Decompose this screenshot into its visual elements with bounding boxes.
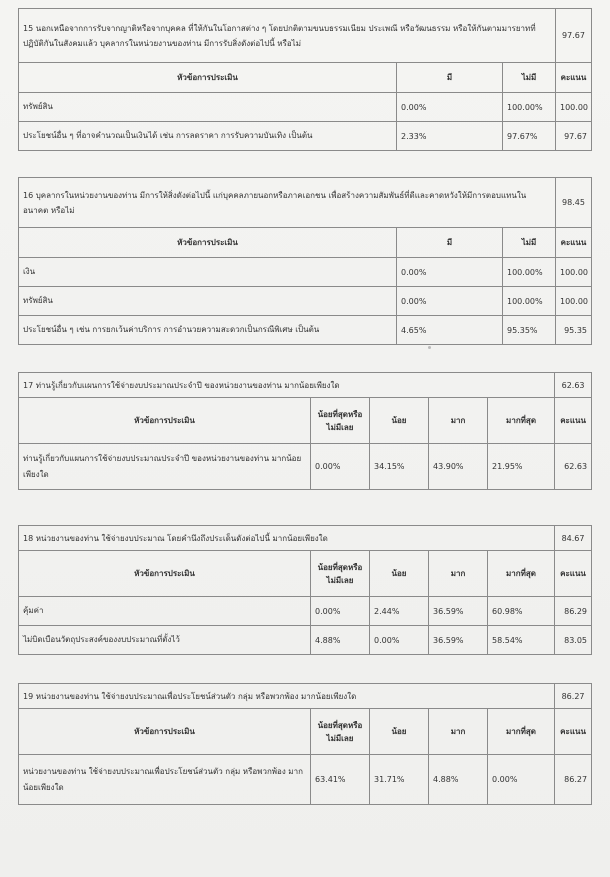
row-value-little: 34.15% xyxy=(370,444,429,490)
question-text: 19 หน่วยงานของท่าน ใช้จ่ายงบประมาณเพื่อประโยชน์ส่วนตัว กลุ่ม หรือพวกพ้อง มากน้อยเพียงใด xyxy=(19,684,555,709)
row-value-most: 58.54% xyxy=(488,626,555,655)
header-criteria: หัวข้อการประเมิน xyxy=(19,63,397,93)
row-value-no: 97.67% xyxy=(503,122,556,151)
question-text: 17 ท่านรู้เกี่ยวกับแผนการใช้จ่ายงบประมาณประจำปี ของหน่วยงานของท่าน มากน้อยเพียงใด xyxy=(19,373,555,398)
row-value-yes: 2.33% xyxy=(397,122,503,151)
row-score: 95.35 xyxy=(556,316,592,345)
row-label: ทรัพย์สิน xyxy=(19,93,397,122)
header-much: มาก xyxy=(429,709,488,755)
question-text: 18 หน่วยงานของท่าน ใช้จ่ายงบประมาณ โดยคำนึงถึงประเด็นดังต่อไปนี้ มากน้อยเพียงใด xyxy=(19,526,555,551)
row-value-least: 0.00% xyxy=(311,444,370,490)
question-score: 97.67 xyxy=(556,9,592,63)
row-label: คุ้มค่า xyxy=(19,597,311,626)
row-label: ประโยชน์อื่น ๆ ที่อาจคำนวณเป็นเงินได้ เช่น การลดราคา การรับความบันเทิง เป็นต้น xyxy=(19,122,397,151)
header-score: คะแนน xyxy=(556,63,592,93)
row-score: 100.00 xyxy=(556,93,592,122)
question-text: 15 นอกเหนือจากการรับจากญาติหรือจากบุคคล ที่ให้กันในโอกาสต่าง ๆ โดยปกติตามขนบธรรมเนียม ประเพณี หรือวัฒนธรรม หรือให้กันตามมารยาทที่ปฏิบัติกันในสังคมแล้ว บุคลากรในหน่วยงานของท่าน มีการรับสิ่งดังต่อไปนี้ หรือไม่ xyxy=(19,9,556,63)
header-score: คะแนน xyxy=(555,551,592,597)
row-value-no: 100.00% xyxy=(503,93,556,122)
row-value-little: 2.44% xyxy=(370,597,429,626)
header-score: คะแนน xyxy=(555,398,592,444)
row-score: 97.67 xyxy=(556,122,592,151)
row-value-yes: 0.00% xyxy=(397,258,503,287)
row-value-no: 100.00% xyxy=(503,258,556,287)
row-value-yes: 4.65% xyxy=(397,316,503,345)
question-score: 98.45 xyxy=(556,178,592,228)
header-criteria: หัวข้อการประเมิน xyxy=(19,551,311,597)
row-score: 100.00 xyxy=(556,287,592,316)
question-17-table xyxy=(18,372,592,490)
header-score: คะแนน xyxy=(556,228,592,258)
question-19-table xyxy=(18,683,592,805)
header-little: น้อย xyxy=(370,551,429,597)
row-value-most: 60.98% xyxy=(488,597,555,626)
row-label: ทรัพย์สิน xyxy=(19,287,397,316)
row-value-little: 31.71% xyxy=(370,755,429,805)
question-16-table xyxy=(18,177,592,345)
header-least: น้อยที่สุดหรือไม่มีเลย xyxy=(311,709,370,755)
row-value-yes: 0.00% xyxy=(397,287,503,316)
header-much: มาก xyxy=(429,398,488,444)
header-no: ไม่มี xyxy=(503,228,556,258)
header-yes: มี xyxy=(397,228,503,258)
page-speck xyxy=(428,346,431,349)
row-value-little: 0.00% xyxy=(370,626,429,655)
row-label: ไม่บิดเบือนวัตถุประสงค์ของงบประมาณที่ตั้งไว้ xyxy=(19,626,311,655)
row-value-much: 4.88% xyxy=(429,755,488,805)
question-18-table xyxy=(18,525,592,655)
row-label: เงิน xyxy=(19,258,397,287)
header-little: น้อย xyxy=(370,709,429,755)
row-value-most: 0.00% xyxy=(488,755,555,805)
row-value-least: 0.00% xyxy=(311,597,370,626)
header-least: น้อยที่สุดหรือไม่มีเลย xyxy=(311,551,370,597)
row-value-least: 63.41% xyxy=(311,755,370,805)
header-yes: มี xyxy=(397,63,503,93)
header-little: น้อย xyxy=(370,398,429,444)
row-score: 62.63 xyxy=(555,444,592,490)
row-value-much: 43.90% xyxy=(429,444,488,490)
row-value-no: 100.00% xyxy=(503,287,556,316)
header-no: ไม่มี xyxy=(503,63,556,93)
header-most: มากที่สุด xyxy=(488,709,555,755)
row-value-least: 4.88% xyxy=(311,626,370,655)
question-score: 84.67 xyxy=(555,526,592,551)
row-score: 86.29 xyxy=(555,597,592,626)
header-score: คะแนน xyxy=(555,709,592,755)
question-15-table xyxy=(18,8,592,151)
header-most: มากที่สุด xyxy=(488,551,555,597)
header-least: น้อยที่สุดหรือไม่มีเลย xyxy=(311,398,370,444)
question-score: 86.27 xyxy=(555,684,592,709)
row-value-much: 36.59% xyxy=(429,626,488,655)
row-label: ท่านรู้เกี่ยวกับแผนการใช้จ่ายงบประมาณประจำปี ของหน่วยงานของท่าน มากน้อยเพียงใด xyxy=(19,444,311,490)
row-value-most: 21.95% xyxy=(488,444,555,490)
row-score: 100.00 xyxy=(556,258,592,287)
row-score: 86.27 xyxy=(555,755,592,805)
row-label: ประโยชน์อื่น ๆ เช่น การยกเว้นค่าบริการ การอำนวยความสะดวกเป็นกรณีพิเศษ เป็นต้น xyxy=(19,316,397,345)
header-much: มาก xyxy=(429,551,488,597)
row-score: 83.05 xyxy=(555,626,592,655)
row-label: หน่วยงานของท่าน ใช้จ่ายงบประมาณเพื่อประโยชน์ส่วนตัว กลุ่ม หรือพวกพ้อง มากน้อยเพียงใด xyxy=(19,755,311,805)
header-criteria: หัวข้อการประเมิน xyxy=(19,228,397,258)
question-score: 62.63 xyxy=(555,373,592,398)
header-most: มากที่สุด xyxy=(488,398,555,444)
question-text: 16 บุคลากรในหน่วยงานของท่าน มีการให้สิ่งดังต่อไปนี้ แก่บุคคลภายนอกหรือภาคเอกชน เพื่อสร้างความสัมพันธ์ที่ดีและคาดหวังให้มีการตอบแทนในอนาคต หรือไม่ xyxy=(19,178,556,228)
row-value-no: 95.35% xyxy=(503,316,556,345)
header-criteria: หัวข้อการประเมิน xyxy=(19,398,311,444)
row-value-yes: 0.00% xyxy=(397,93,503,122)
header-criteria: หัวข้อการประเมิน xyxy=(19,709,311,755)
row-value-much: 36.59% xyxy=(429,597,488,626)
